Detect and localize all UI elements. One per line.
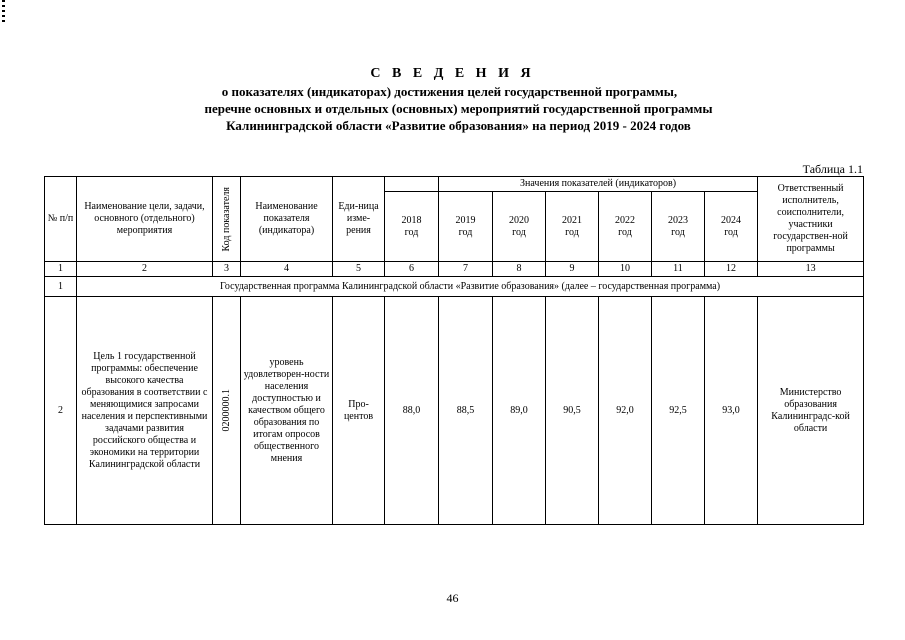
col-header-year: 2021 год — [546, 192, 599, 262]
row-value-2023: 92,5 — [652, 297, 705, 525]
col-header-code-text: Код показателя — [220, 186, 232, 252]
col-number: 9 — [546, 262, 599, 277]
page-number: 46 — [446, 591, 459, 605]
col-header-values-group: Значения показателей (индикаторов) — [439, 177, 758, 192]
col-header-name: Наименование цели, задачи, основного (отдельного) мероприятия — [77, 177, 213, 262]
table-label: Таблица 1.1 — [802, 162, 863, 176]
col-header-year: 2019 год — [439, 192, 493, 262]
document-subtitle-line-2: перечне основных и отдельных (основных) мероприятий государственной программы — [204, 101, 713, 116]
margin-marks — [2, 0, 5, 28]
row-value-2018: 88,0 — [385, 297, 439, 525]
program-row-num: 1 — [45, 277, 77, 297]
col-number: 11 — [652, 262, 705, 277]
row-value-2021: 90,5 — [546, 297, 599, 525]
program-row — [45, 277, 864, 297]
col-header-year: 2022 год — [599, 192, 652, 262]
col-number: 1 — [45, 262, 77, 277]
program-row-title: Государственная программа Калининградской области «Развитие образования» (далее – государственная программа) — [77, 277, 864, 297]
col-header-unit: Еди-ница изме-рения — [333, 177, 385, 262]
col-header-code — [213, 177, 241, 262]
row-value-2020: 89,0 — [493, 297, 546, 525]
row-code-text: 0200000.1 — [220, 389, 232, 432]
document-subtitle-line-1: о показателях (индикаторах) достижения целей государственной программы, — [221, 84, 678, 99]
document-title: С В Е Д Е Н И Я — [370, 66, 535, 81]
col-header-year: 2018 год — [385, 192, 439, 262]
document-subtitle-line-3: Калининградской области «Развитие образования» на период 2019 - 2024 годов — [226, 118, 691, 133]
col-number: 5 — [333, 262, 385, 277]
row-unit: Про-центов — [333, 297, 385, 525]
col-number: 10 — [599, 262, 652, 277]
col-number: 3 — [213, 262, 241, 277]
row-value-2024: 93,0 — [705, 297, 758, 525]
row-value-2022: 92,0 — [599, 297, 652, 525]
col-number: 13 — [758, 262, 864, 277]
col-number: 7 — [439, 262, 493, 277]
header-row-1 — [45, 177, 864, 192]
col-header-responsible: Ответственный исполнитель, соисполнители, участники государствен-ной программы — [758, 177, 864, 262]
col-header-year: 2023 год — [652, 192, 705, 262]
col-header-year: 2020 год — [493, 192, 546, 262]
col-number: 12 — [705, 262, 758, 277]
col-number: 2 — [77, 262, 213, 277]
row-indicator: уровень удовлетворен-ности населения доступностью и качеством общего образования по итогам опросов общественного мнения — [241, 297, 333, 525]
row-responsible: Министерство образования Калининградс-кой области — [758, 297, 864, 525]
table-row — [45, 297, 864, 525]
row-value-2019: 88,5 — [439, 297, 493, 525]
indicators-table — [44, 176, 864, 525]
row-code — [213, 297, 241, 525]
col-number: 4 — [241, 262, 333, 277]
col-header-year: 2024 год — [705, 192, 758, 262]
col-number: 6 — [385, 262, 439, 277]
row-num: 2 — [45, 297, 77, 525]
col-header-num: № п/п — [45, 177, 77, 262]
row-goal-name: Цель 1 государственной программы: обеспечение высокого качества образования в соответствии с меняющимися запросами населения и перспективными задачами развития российского общества и экономики на территории Калининградской области — [77, 297, 213, 525]
col-header-indicator: Наименование показателя (индикатора) — [241, 177, 333, 262]
column-numbers-row — [45, 262, 864, 277]
col-number: 8 — [493, 262, 546, 277]
